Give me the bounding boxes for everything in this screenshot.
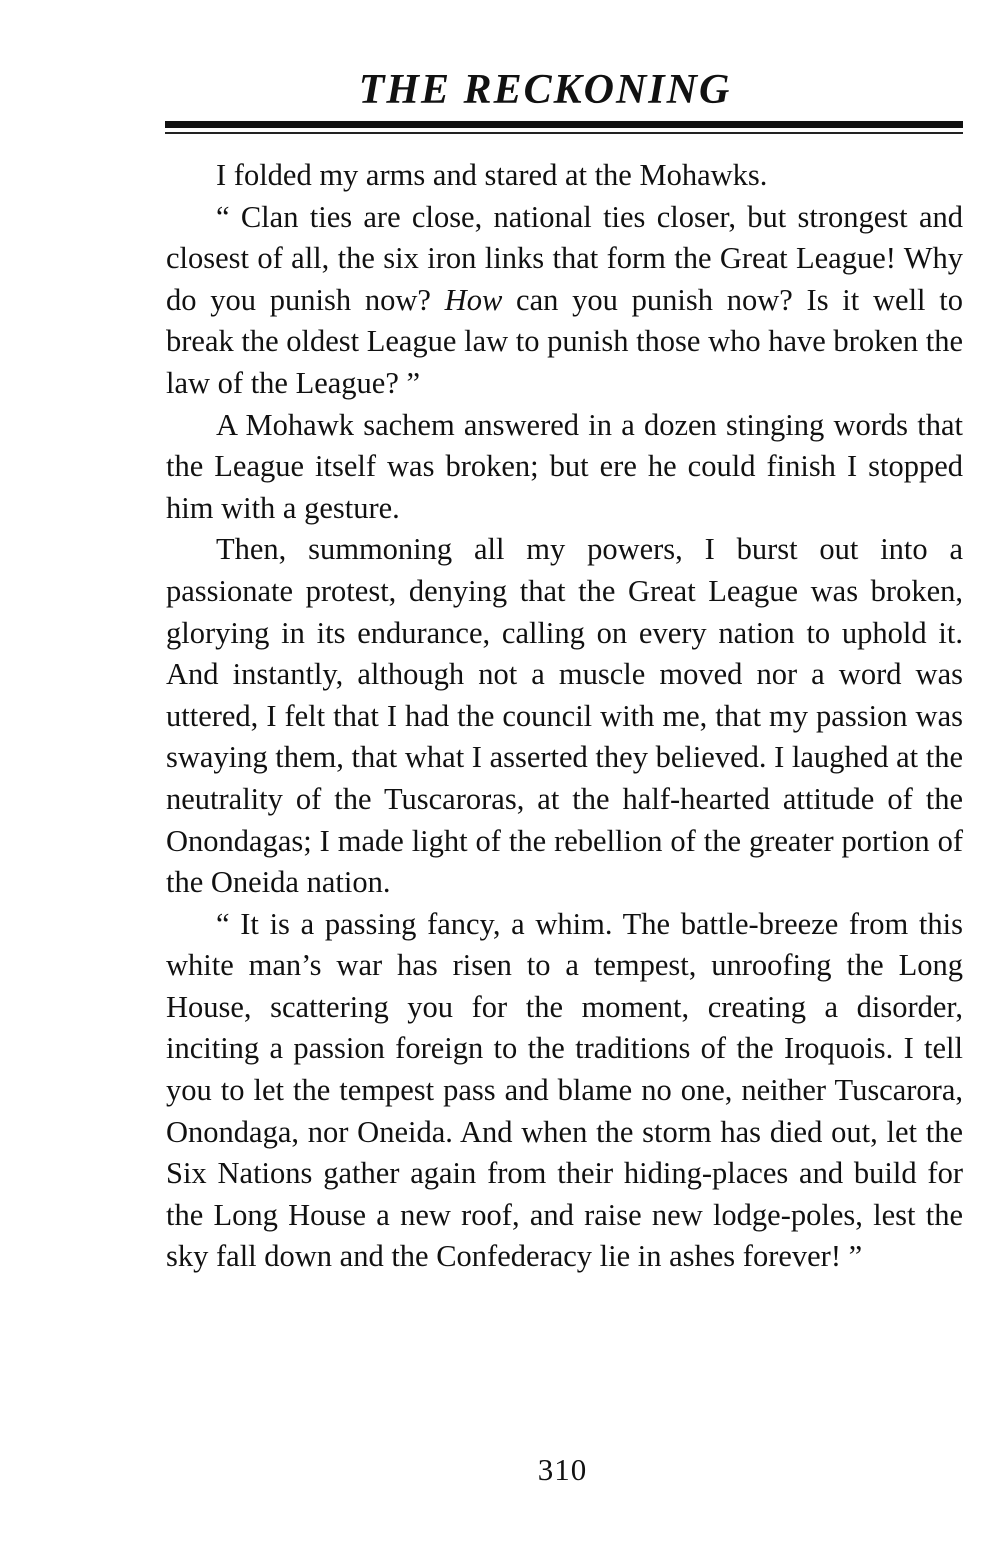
running-head-title: THE RECKONING bbox=[358, 67, 732, 113]
paragraph-2-end: you punish now? Is it well to break the oldest League law to punish those who have broken the law of the League? ” bbox=[166, 282, 964, 400]
paragraph-2-text: “ Clan ties are close, national ties closer, but strongest and closest of all, the six iron links that form the Great League! Why do you punish now? bbox=[166, 199, 963, 317]
paragraph-2-continuation: can bbox=[502, 282, 559, 317]
header-rule-thick bbox=[165, 121, 963, 128]
header-rule-thin bbox=[165, 132, 963, 134]
paragraph-1: I folded my arms and stared at the Mohawks. bbox=[216, 158, 768, 192]
page-number: 310 bbox=[537, 1452, 588, 1487]
paragraph-3: A Mohawk sachem answered in a dozen stinging words that the League itself was broken; but ere he could finish I stopped him with a gesture. bbox=[166, 407, 963, 525]
paragraph-5: “ It is a passing fancy, a whim. The battle-breeze from this white man’s war has risen to a tempest, unroofing the Long House, scattering you for the moment, creating a disorder, inciting a passion foreign to the traditions of the Iroquois. I tell you to let the tempest pass and blame no one, neither Tuscarora, Onondaga, nor Oneida. And when the storm has died out, let the Six Nations gather again from their hiding-places and build for the Long House a new roof, and raise new lodge-poles, lest the sky fall down and the Confederacy lie in ashes forever! ” bbox=[166, 906, 963, 1274]
italic-emphasis: How bbox=[444, 282, 503, 317]
body-text bbox=[166, 155, 963, 1278]
paragraph-4: Then, summoning all my powers, I burst out into a passionate protest, denying that the Great League was broken, glorying in its endurance, calling on every nation to uphold it. And instantly, although not a muscle moved nor a word was uttered, I felt that I had the council with me, that my passion was swaying them, that what I asserted they believed. I laughed at the neutrality of the Tuscaroras, at the half-hearted attitude of the Onondagas; I made light of the rebellion of the greater portion of the Oneida nation. bbox=[166, 532, 963, 900]
paragraph-2 bbox=[166, 197, 963, 405]
